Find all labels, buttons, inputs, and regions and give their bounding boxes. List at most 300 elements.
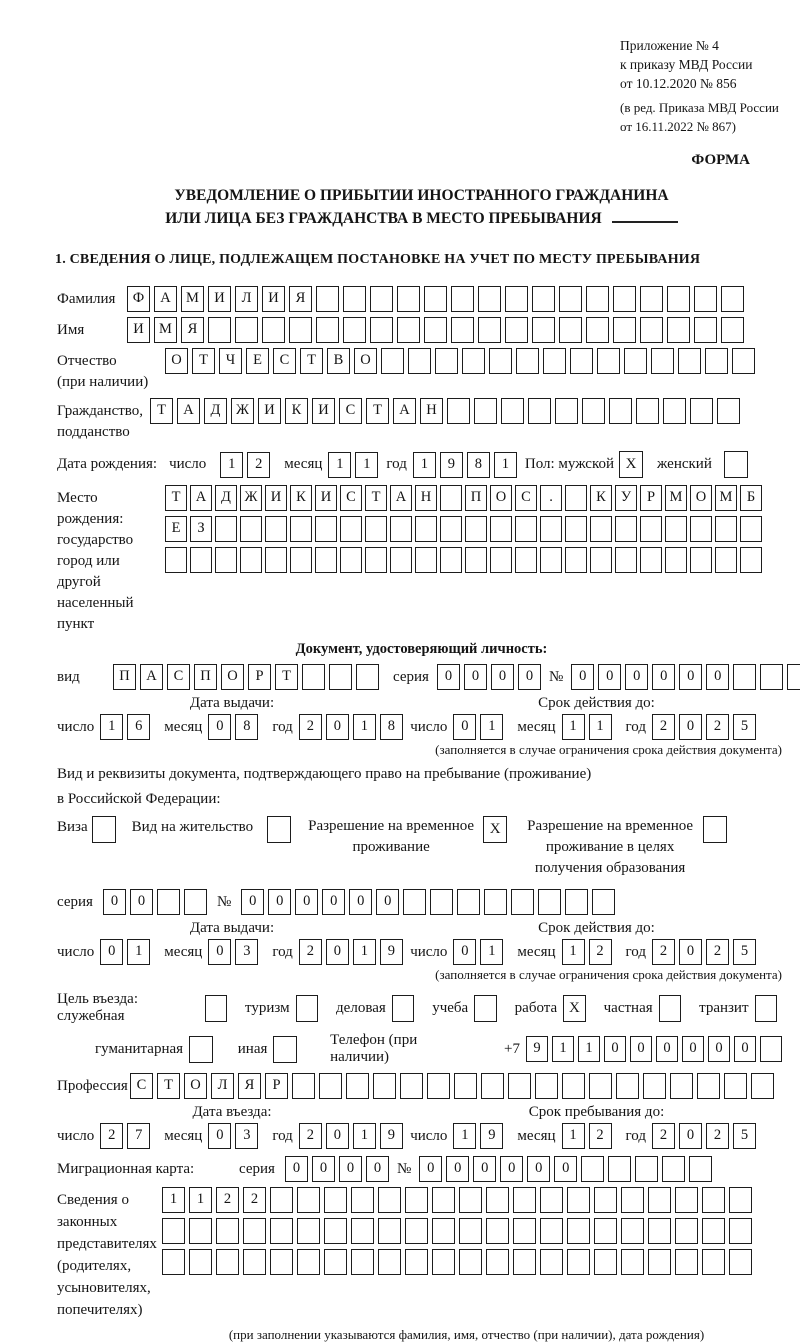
form-cell[interactable] [270, 1218, 293, 1244]
form-cell[interactable] [315, 547, 337, 573]
form-cell[interactable] [515, 516, 537, 542]
form-cell[interactable] [667, 317, 690, 343]
form-cell[interactable] [616, 1073, 639, 1099]
form-cell[interactable] [481, 1073, 504, 1099]
form-cell[interactable]: Т [150, 398, 173, 424]
form-cell[interactable] [621, 1218, 644, 1244]
form-cell[interactable]: 9 [380, 939, 403, 965]
form-cell[interactable] [559, 317, 582, 343]
form-cell[interactable] [189, 1218, 212, 1244]
form-cell[interactable] [678, 348, 701, 374]
form-cell[interactable] [540, 1218, 563, 1244]
form-cell[interactable] [565, 485, 587, 511]
form-cell[interactable]: Н [415, 485, 437, 511]
form-cell[interactable]: 0 [598, 664, 621, 690]
form-cell[interactable] [157, 889, 180, 915]
form-cell[interactable] [459, 1218, 482, 1244]
form-cell[interactable] [378, 1187, 401, 1213]
form-cell[interactable] [697, 1073, 720, 1099]
form-cell[interactable] [567, 1249, 590, 1275]
form-cell[interactable] [694, 286, 717, 312]
form-cell[interactable] [567, 1187, 590, 1213]
form-cell[interactable] [543, 348, 566, 374]
form-cell[interactable]: 0 [208, 714, 231, 740]
form-cell[interactable]: Ч [219, 348, 242, 374]
form-cell[interactable] [302, 664, 325, 690]
purpose-official-checkbox[interactable] [205, 995, 227, 1022]
form-cell[interactable] [729, 1187, 752, 1213]
form-cell[interactable] [216, 1249, 239, 1275]
form-cell[interactable]: 1 [353, 1123, 376, 1149]
form-cell[interactable] [562, 1073, 585, 1099]
form-cell[interactable]: С [515, 485, 537, 511]
form-cell[interactable]: 0 [453, 714, 476, 740]
form-cell[interactable]: 1 [562, 1123, 585, 1149]
form-cell[interactable] [270, 1187, 293, 1213]
form-cell[interactable] [292, 1073, 315, 1099]
form-cell[interactable] [740, 516, 762, 542]
form-cell[interactable]: Р [248, 664, 271, 690]
form-cell[interactable] [316, 317, 339, 343]
form-cell[interactable] [724, 1073, 747, 1099]
form-cell[interactable]: Н [420, 398, 443, 424]
form-cell[interactable] [427, 1073, 450, 1099]
form-cell[interactable]: 1 [562, 939, 585, 965]
form-cell[interactable]: 0 [208, 1123, 231, 1149]
form-cell[interactable] [540, 516, 562, 542]
form-cell[interactable] [290, 547, 312, 573]
form-cell[interactable]: Л [235, 286, 258, 312]
form-cell[interactable]: О [184, 1073, 207, 1099]
form-cell[interactable] [597, 348, 620, 374]
form-cell[interactable] [270, 1249, 293, 1275]
form-cell[interactable] [490, 547, 512, 573]
purpose-study-checkbox[interactable] [474, 995, 496, 1022]
form-cell[interactable]: Ж [231, 398, 254, 424]
form-cell[interactable]: 1 [355, 452, 378, 478]
form-cell[interactable]: Е [246, 348, 269, 374]
form-cell[interactable] [235, 317, 258, 343]
form-cell[interactable] [613, 286, 636, 312]
form-cell[interactable] [675, 1218, 698, 1244]
form-cell[interactable] [390, 547, 412, 573]
form-cell[interactable] [640, 317, 663, 343]
form-cell[interactable]: 2 [100, 1123, 123, 1149]
form-cell[interactable] [715, 516, 737, 542]
form-cell[interactable]: У [615, 485, 637, 511]
form-cell[interactable]: 9 [526, 1036, 548, 1062]
form-cell[interactable] [478, 317, 501, 343]
form-cell[interactable]: 2 [589, 939, 612, 965]
form-cell[interactable] [555, 398, 578, 424]
form-cell[interactable]: 2 [247, 452, 270, 478]
form-cell[interactable] [373, 1073, 396, 1099]
form-cell[interactable] [240, 516, 262, 542]
form-cell[interactable]: 1 [189, 1187, 212, 1213]
form-cell[interactable]: Я [181, 317, 204, 343]
form-cell[interactable]: 0 [679, 939, 702, 965]
form-cell[interactable] [297, 1249, 320, 1275]
form-cell[interactable]: 8 [380, 714, 403, 740]
visa-checkbox[interactable] [92, 816, 116, 843]
blank-underline[interactable] [612, 207, 678, 223]
form-cell[interactable]: 0 [366, 1156, 389, 1182]
purpose-other-checkbox[interactable] [273, 1036, 297, 1063]
form-cell[interactable] [740, 547, 762, 573]
form-cell[interactable]: Я [238, 1073, 261, 1099]
form-cell[interactable]: И [312, 398, 335, 424]
form-cell[interactable]: 0 [437, 664, 460, 690]
form-cell[interactable]: 1 [494, 452, 517, 478]
form-cell[interactable] [513, 1249, 536, 1275]
form-cell[interactable] [508, 1073, 531, 1099]
form-cell[interactable]: 0 [473, 1156, 496, 1182]
form-cell[interactable] [390, 516, 412, 542]
form-cell[interactable]: Е [165, 516, 187, 542]
form-cell[interactable] [435, 348, 458, 374]
form-cell[interactable] [486, 1218, 509, 1244]
form-cell[interactable] [505, 317, 528, 343]
form-cell[interactable]: 0 [349, 889, 372, 915]
form-cell[interactable] [694, 317, 717, 343]
form-cell[interactable]: 2 [299, 939, 322, 965]
form-cell[interactable] [356, 664, 379, 690]
form-cell[interactable] [424, 286, 447, 312]
form-cell[interactable] [715, 547, 737, 573]
form-cell[interactable] [489, 348, 512, 374]
form-cell[interactable] [290, 516, 312, 542]
form-cell[interactable]: О [354, 348, 377, 374]
form-cell[interactable] [592, 889, 615, 915]
form-cell[interactable]: Т [366, 398, 389, 424]
form-cell[interactable]: 0 [554, 1156, 577, 1182]
form-cell[interactable] [635, 1156, 658, 1182]
form-cell[interactable] [370, 317, 393, 343]
form-cell[interactable] [343, 317, 366, 343]
form-cell[interactable]: П [194, 664, 217, 690]
form-cell[interactable] [397, 286, 420, 312]
form-cell[interactable] [165, 547, 187, 573]
form-cell[interactable]: 0 [326, 939, 349, 965]
form-cell[interactable] [486, 1187, 509, 1213]
form-cell[interactable] [648, 1187, 671, 1213]
form-cell[interactable] [594, 1187, 617, 1213]
form-cell[interactable] [378, 1249, 401, 1275]
form-cell[interactable]: . [540, 485, 562, 511]
form-cell[interactable] [651, 348, 674, 374]
form-cell[interactable]: 0 [708, 1036, 730, 1062]
form-cell[interactable]: 2 [243, 1187, 266, 1213]
rvp-checkbox[interactable]: X [483, 816, 507, 843]
form-cell[interactable]: 0 [527, 1156, 550, 1182]
form-cell[interactable]: 0 [312, 1156, 335, 1182]
form-cell[interactable]: 0 [571, 664, 594, 690]
form-cell[interactable] [501, 398, 524, 424]
form-cell[interactable] [415, 516, 437, 542]
form-cell[interactable] [324, 1187, 347, 1213]
form-cell[interactable] [215, 547, 237, 573]
form-cell[interactable] [397, 317, 420, 343]
form-cell[interactable] [340, 516, 362, 542]
form-cell[interactable]: 0 [734, 1036, 756, 1062]
form-cell[interactable] [459, 1249, 482, 1275]
form-cell[interactable]: 5 [733, 939, 756, 965]
form-cell[interactable]: 1 [453, 1123, 476, 1149]
form-cell[interactable] [215, 516, 237, 542]
form-cell[interactable] [690, 398, 713, 424]
form-cell[interactable]: Т [192, 348, 215, 374]
sex-female-checkbox[interactable] [724, 451, 748, 478]
form-cell[interactable]: 0 [518, 664, 541, 690]
form-cell[interactable] [540, 547, 562, 573]
form-cell[interactable] [265, 547, 287, 573]
form-cell[interactable]: М [665, 485, 687, 511]
form-cell[interactable]: Т [157, 1073, 180, 1099]
form-cell[interactable] [702, 1249, 725, 1275]
form-cell[interactable]: 1 [353, 714, 376, 740]
form-cell[interactable]: Ж [240, 485, 262, 511]
purpose-business-checkbox[interactable] [392, 995, 414, 1022]
form-cell[interactable] [717, 398, 740, 424]
form-cell[interactable] [636, 398, 659, 424]
form-cell[interactable] [297, 1187, 320, 1213]
form-cell[interactable]: М [154, 317, 177, 343]
form-cell[interactable] [540, 1187, 563, 1213]
form-cell[interactable]: И [262, 286, 285, 312]
form-cell[interactable]: С [130, 1073, 153, 1099]
form-cell[interactable]: С [273, 348, 296, 374]
form-cell[interactable]: 1 [552, 1036, 574, 1062]
form-cell[interactable] [297, 1218, 320, 1244]
form-cell[interactable]: О [690, 485, 712, 511]
form-cell[interactable] [751, 1073, 774, 1099]
form-cell[interactable] [721, 286, 744, 312]
form-cell[interactable] [365, 516, 387, 542]
form-cell[interactable]: 1 [562, 714, 585, 740]
form-cell[interactable]: 0 [376, 889, 399, 915]
form-cell[interactable] [351, 1218, 374, 1244]
form-cell[interactable]: 1 [480, 939, 503, 965]
form-cell[interactable]: 1 [127, 939, 150, 965]
form-cell[interactable] [615, 547, 637, 573]
form-cell[interactable]: А [177, 398, 200, 424]
form-cell[interactable]: К [290, 485, 312, 511]
form-cell[interactable]: Р [640, 485, 662, 511]
form-cell[interactable] [609, 398, 632, 424]
form-cell[interactable]: 7 [127, 1123, 150, 1149]
form-cell[interactable]: 9 [440, 452, 463, 478]
form-cell[interactable] [702, 1218, 725, 1244]
form-cell[interactable]: О [221, 664, 244, 690]
form-cell[interactable] [457, 889, 480, 915]
form-cell[interactable] [675, 1249, 698, 1275]
rvp-edu-checkbox[interactable] [703, 816, 727, 843]
purpose-private-checkbox[interactable] [659, 995, 681, 1022]
form-cell[interactable]: 1 [328, 452, 351, 478]
form-cell[interactable]: С [167, 664, 190, 690]
form-cell[interactable]: Т [300, 348, 323, 374]
form-cell[interactable] [451, 286, 474, 312]
form-cell[interactable] [346, 1073, 369, 1099]
form-cell[interactable]: Д [215, 485, 237, 511]
form-cell[interactable] [515, 547, 537, 573]
form-cell[interactable]: 0 [630, 1036, 652, 1062]
form-cell[interactable] [581, 1156, 604, 1182]
form-cell[interactable] [535, 1073, 558, 1099]
form-cell[interactable]: 1 [162, 1187, 185, 1213]
form-cell[interactable]: 0 [652, 664, 675, 690]
form-cell[interactable]: 0 [419, 1156, 442, 1182]
form-cell[interactable] [381, 348, 404, 374]
form-cell[interactable] [640, 547, 662, 573]
form-cell[interactable] [594, 1218, 617, 1244]
form-cell[interactable]: Т [165, 485, 187, 511]
form-cell[interactable] [621, 1187, 644, 1213]
form-cell[interactable] [689, 1156, 712, 1182]
form-cell[interactable] [729, 1249, 752, 1275]
form-cell[interactable]: 2 [652, 714, 675, 740]
form-cell[interactable] [732, 348, 755, 374]
form-cell[interactable] [440, 547, 462, 573]
form-cell[interactable] [490, 516, 512, 542]
form-cell[interactable]: 0 [706, 664, 729, 690]
sex-male-checkbox[interactable]: X [619, 451, 643, 478]
form-cell[interactable]: 1 [100, 714, 123, 740]
form-cell[interactable] [511, 889, 534, 915]
form-cell[interactable] [582, 398, 605, 424]
form-cell[interactable]: 0 [130, 889, 153, 915]
form-cell[interactable]: 0 [326, 714, 349, 740]
form-cell[interactable]: И [127, 317, 150, 343]
form-cell[interactable]: И [315, 485, 337, 511]
form-cell[interactable]: 0 [103, 889, 126, 915]
form-cell[interactable] [667, 286, 690, 312]
form-cell[interactable] [787, 664, 800, 690]
form-cell[interactable]: 0 [500, 1156, 523, 1182]
form-cell[interactable]: П [113, 664, 136, 690]
form-cell[interactable]: 0 [241, 889, 264, 915]
form-cell[interactable] [565, 889, 588, 915]
form-cell[interactable]: 0 [453, 939, 476, 965]
form-cell[interactable]: 9 [380, 1123, 403, 1149]
form-cell[interactable]: О [165, 348, 188, 374]
form-cell[interactable] [432, 1218, 455, 1244]
form-cell[interactable] [760, 1036, 782, 1062]
form-cell[interactable] [613, 317, 636, 343]
purpose-humanitarian-checkbox[interactable] [189, 1036, 213, 1063]
form-cell[interactable] [440, 516, 462, 542]
form-cell[interactable]: Б [740, 485, 762, 511]
form-cell[interactable] [403, 889, 426, 915]
form-cell[interactable] [329, 664, 352, 690]
form-cell[interactable]: 5 [733, 714, 756, 740]
form-cell[interactable]: 1 [480, 714, 503, 740]
form-cell[interactable] [474, 398, 497, 424]
form-cell[interactable]: 5 [733, 1123, 756, 1149]
form-cell[interactable] [538, 889, 561, 915]
form-cell[interactable] [405, 1218, 428, 1244]
form-cell[interactable]: 0 [682, 1036, 704, 1062]
form-cell[interactable] [365, 547, 387, 573]
form-cell[interactable]: П [465, 485, 487, 511]
form-cell[interactable] [408, 348, 431, 374]
form-cell[interactable] [465, 516, 487, 542]
form-cell[interactable]: А [154, 286, 177, 312]
form-cell[interactable]: 3 [235, 939, 258, 965]
form-cell[interactable] [532, 286, 555, 312]
purpose-transit-checkbox[interactable] [755, 995, 777, 1022]
form-cell[interactable]: О [490, 485, 512, 511]
form-cell[interactable] [451, 317, 474, 343]
form-cell[interactable] [586, 286, 609, 312]
form-cell[interactable] [513, 1187, 536, 1213]
form-cell[interactable]: 0 [295, 889, 318, 915]
form-cell[interactable] [265, 516, 287, 542]
form-cell[interactable]: 0 [326, 1123, 349, 1149]
form-cell[interactable] [505, 286, 528, 312]
form-cell[interactable] [663, 398, 686, 424]
form-cell[interactable]: 2 [706, 1123, 729, 1149]
form-cell[interactable] [513, 1218, 536, 1244]
form-cell[interactable]: М [181, 286, 204, 312]
form-cell[interactable] [432, 1187, 455, 1213]
form-cell[interactable]: 0 [285, 1156, 308, 1182]
form-cell[interactable]: 1 [578, 1036, 600, 1062]
form-cell[interactable]: 2 [589, 1123, 612, 1149]
form-cell[interactable] [340, 547, 362, 573]
form-cell[interactable] [405, 1249, 428, 1275]
form-cell[interactable] [640, 286, 663, 312]
form-cell[interactable] [465, 547, 487, 573]
form-cell[interactable] [540, 1249, 563, 1275]
form-cell[interactable] [243, 1249, 266, 1275]
form-cell[interactable] [721, 317, 744, 343]
form-cell[interactable] [729, 1218, 752, 1244]
form-cell[interactable]: 8 [235, 714, 258, 740]
form-cell[interactable]: А [190, 485, 212, 511]
form-cell[interactable] [586, 317, 609, 343]
form-cell[interactable]: 9 [480, 1123, 503, 1149]
form-cell[interactable] [424, 317, 447, 343]
form-cell[interactable] [608, 1156, 631, 1182]
form-cell[interactable] [665, 547, 687, 573]
form-cell[interactable] [733, 664, 756, 690]
form-cell[interactable] [565, 516, 587, 542]
form-cell[interactable] [590, 516, 612, 542]
form-cell[interactable] [486, 1249, 509, 1275]
form-cell[interactable] [432, 1249, 455, 1275]
form-cell[interactable]: 2 [299, 714, 322, 740]
form-cell[interactable] [662, 1156, 685, 1182]
form-cell[interactable] [621, 1249, 644, 1275]
form-cell[interactable] [643, 1073, 666, 1099]
form-cell[interactable] [243, 1218, 266, 1244]
form-cell[interactable]: 0 [679, 664, 702, 690]
form-cell[interactable]: И [258, 398, 281, 424]
form-cell[interactable]: 0 [604, 1036, 626, 1062]
form-cell[interactable] [240, 547, 262, 573]
form-cell[interactable]: Я [289, 286, 312, 312]
form-cell[interactable] [351, 1187, 374, 1213]
form-cell[interactable]: 0 [208, 939, 231, 965]
form-cell[interactable] [370, 286, 393, 312]
form-cell[interactable]: 0 [446, 1156, 469, 1182]
form-cell[interactable] [400, 1073, 423, 1099]
form-cell[interactable]: 0 [100, 939, 123, 965]
form-cell[interactable]: Т [275, 664, 298, 690]
form-cell[interactable]: 0 [339, 1156, 362, 1182]
form-cell[interactable] [624, 348, 647, 374]
